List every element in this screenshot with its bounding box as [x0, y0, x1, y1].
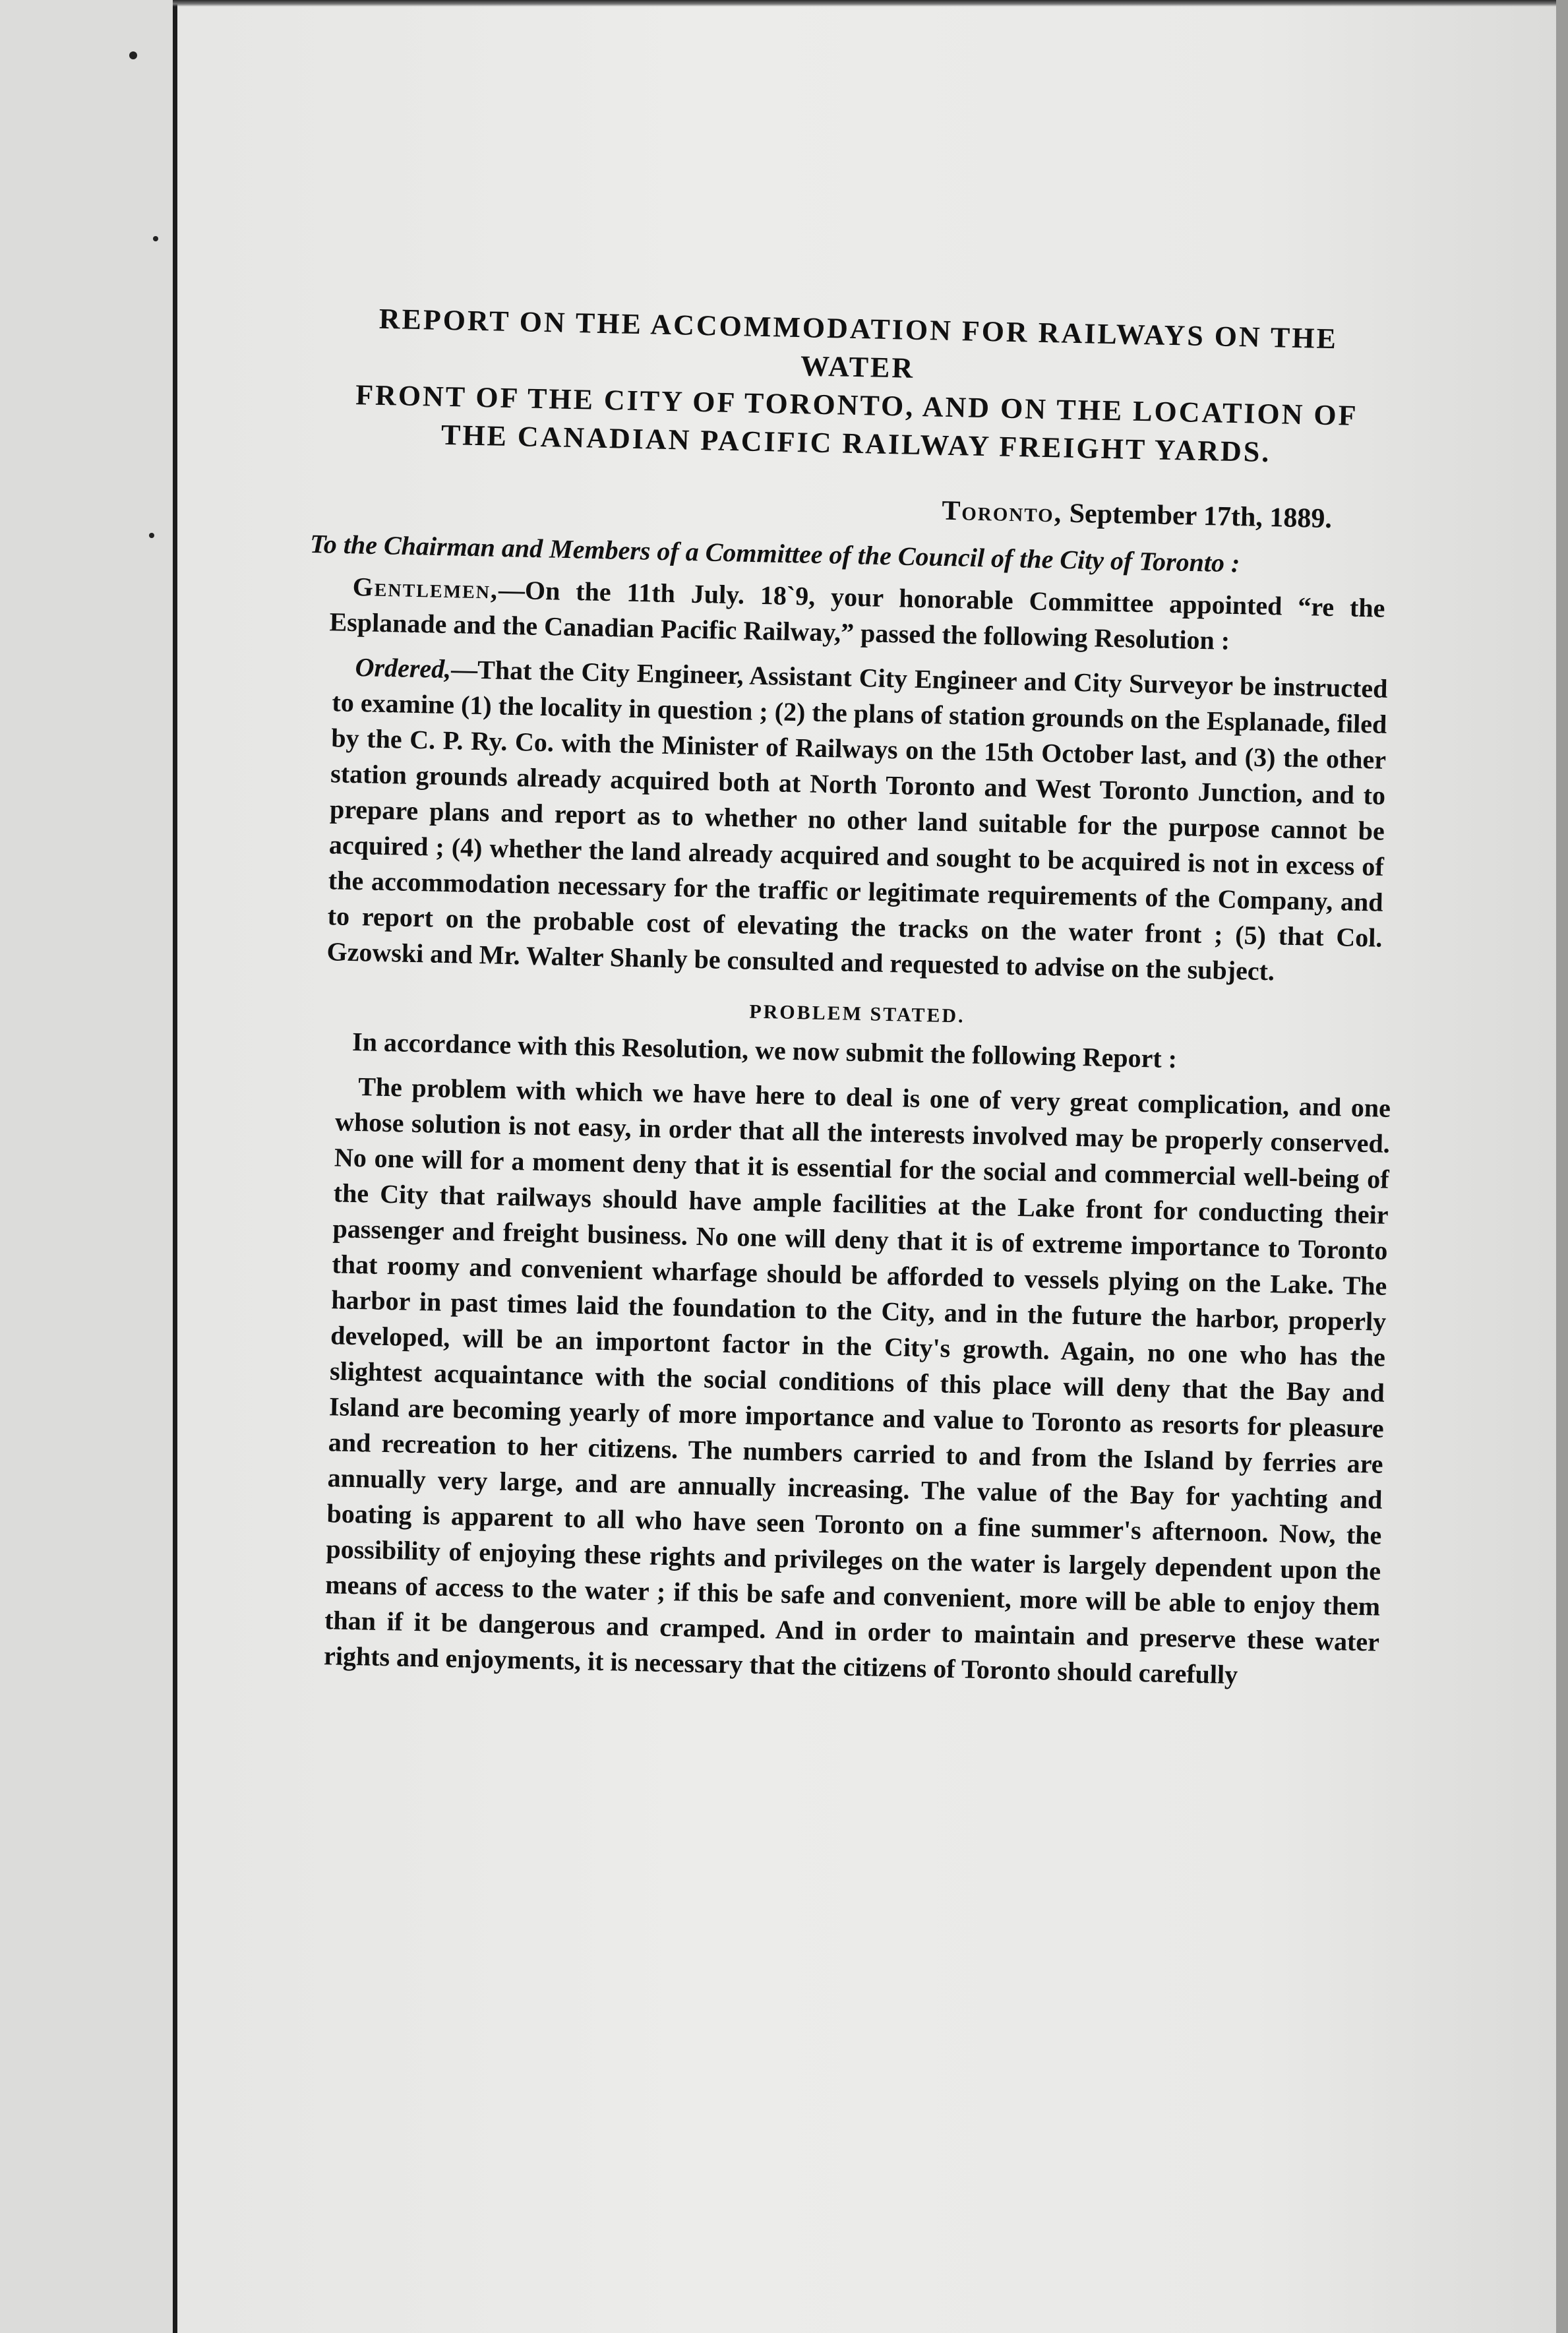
- binding-edge: [173, 0, 177, 2333]
- dateline: [330, 482, 1385, 535]
- title-line: THE CANADIAN PACIFIC RAILWAY FREIGHT YARDS.: [440, 418, 1271, 469]
- ordered-label: Ordered,: [355, 652, 452, 684]
- dateline-date: September 17th, 1889.: [1069, 498, 1333, 535]
- ink-speck: [129, 51, 137, 59]
- title-line: FRONT OF THE CITY OF TORONTO, AND ON THE LOCATION OF: [355, 379, 1359, 432]
- gentlemen-label: Gentlemen,: [352, 571, 499, 605]
- page-left-margin: [0, 0, 173, 2333]
- paragraph-text: —That the City Engineer, Assistant City Engineer and City Surveyor be instructed to examine (1) the locality in question ; (2) the plans of station grounds on the Esplanade, filed by the C. P. Ry. Co. with the Minister of Railways on the 15th October last, and (3) the other station grounds already acquired both at North Toronto and West Toronto Junction, and to prepare plans and report as to whether no other land suitable for the purpose cannot be acquired ; (4) whether the land already acquired and sought to be acquired is not in excess of the accommodation necessary for the traffic or legitimate requirements of the Company, and to report on the probable cost of elevating the tracks on the water front ; (5) that Col. Gzowski and Mr. Walter Shanly be consulted and requested to advise on the subject.: [326, 654, 1388, 986]
- paragraph-problem: The problem with which we have here to deal is one of very great complication, and one whose solution is not easy, in order that all the interests involved may be properly conserved. No one will for a moment deny that it is essential for the social and commercial well-being of the City that railways should have ample facilities at the Lake front for conducting their passenger and freight business. No one will deny that it is of extreme importance to Toronto that roomy and convenient wharfage should be afforded to vessels plying on the Lake. The harbor in past times laid the foundation to the City, and in the future the harbor, properly developed, will be an importont factor in the City's growth. Again, no one who has the slightest acquaintance with the social conditions of this place will deny that the Bay and Island are becoming yearly of more importance and value to Toronto as resorts for pleasure and recreation to her citizens. The numbers carried to and from the Island by ferries are annually very large, and are annually increasing. The value of the Bay for yachting and boating is apparent to all who have seen Toronto on a fine summer's afternoon. Now, the possibility of enjoying these rights and privileges on the water is largely dependent upon the means of access to the water ; if this be safe and convenient, more will be able to enjoy them than if it be dangerous and cramped. And in order to maintain and preserve these water rights and enjoyments, it is necessary that the citizens of Toronto should carefully: [323, 1072, 1391, 1690]
- paragraph-ordered: [326, 649, 1388, 991]
- title-line: REPORT ON THE ACCOMMODATION FOR RAILWAYS ON THE WATER: [378, 302, 1339, 384]
- ink-speck: [149, 533, 154, 538]
- paragraph-accordance: In accordance with this Resolution, we now submit the following Report :: [351, 1026, 1178, 1074]
- paragraph-gentlemen: [329, 568, 1385, 661]
- ink-speck: [153, 236, 158, 241]
- dateline-place: Toronto,: [941, 495, 1063, 529]
- top-edge-shadow: [173, 0, 1568, 7]
- paragraph-text: —On the 11th July. 18`9, your honorable Committee appointed “re the Esplanade and the Canadian Pacific Railway,” passed the following Resolution :: [329, 574, 1385, 655]
- report-title: [342, 299, 1373, 474]
- section-heading: PROBLEM STATED.: [749, 1000, 965, 1027]
- right-edge-shadow: [1556, 0, 1568, 2333]
- salutation: To the Chairman and Members of a Committee of the Council of the City of Toronto :: [309, 528, 1240, 578]
- document-body: [309, 302, 1391, 1690]
